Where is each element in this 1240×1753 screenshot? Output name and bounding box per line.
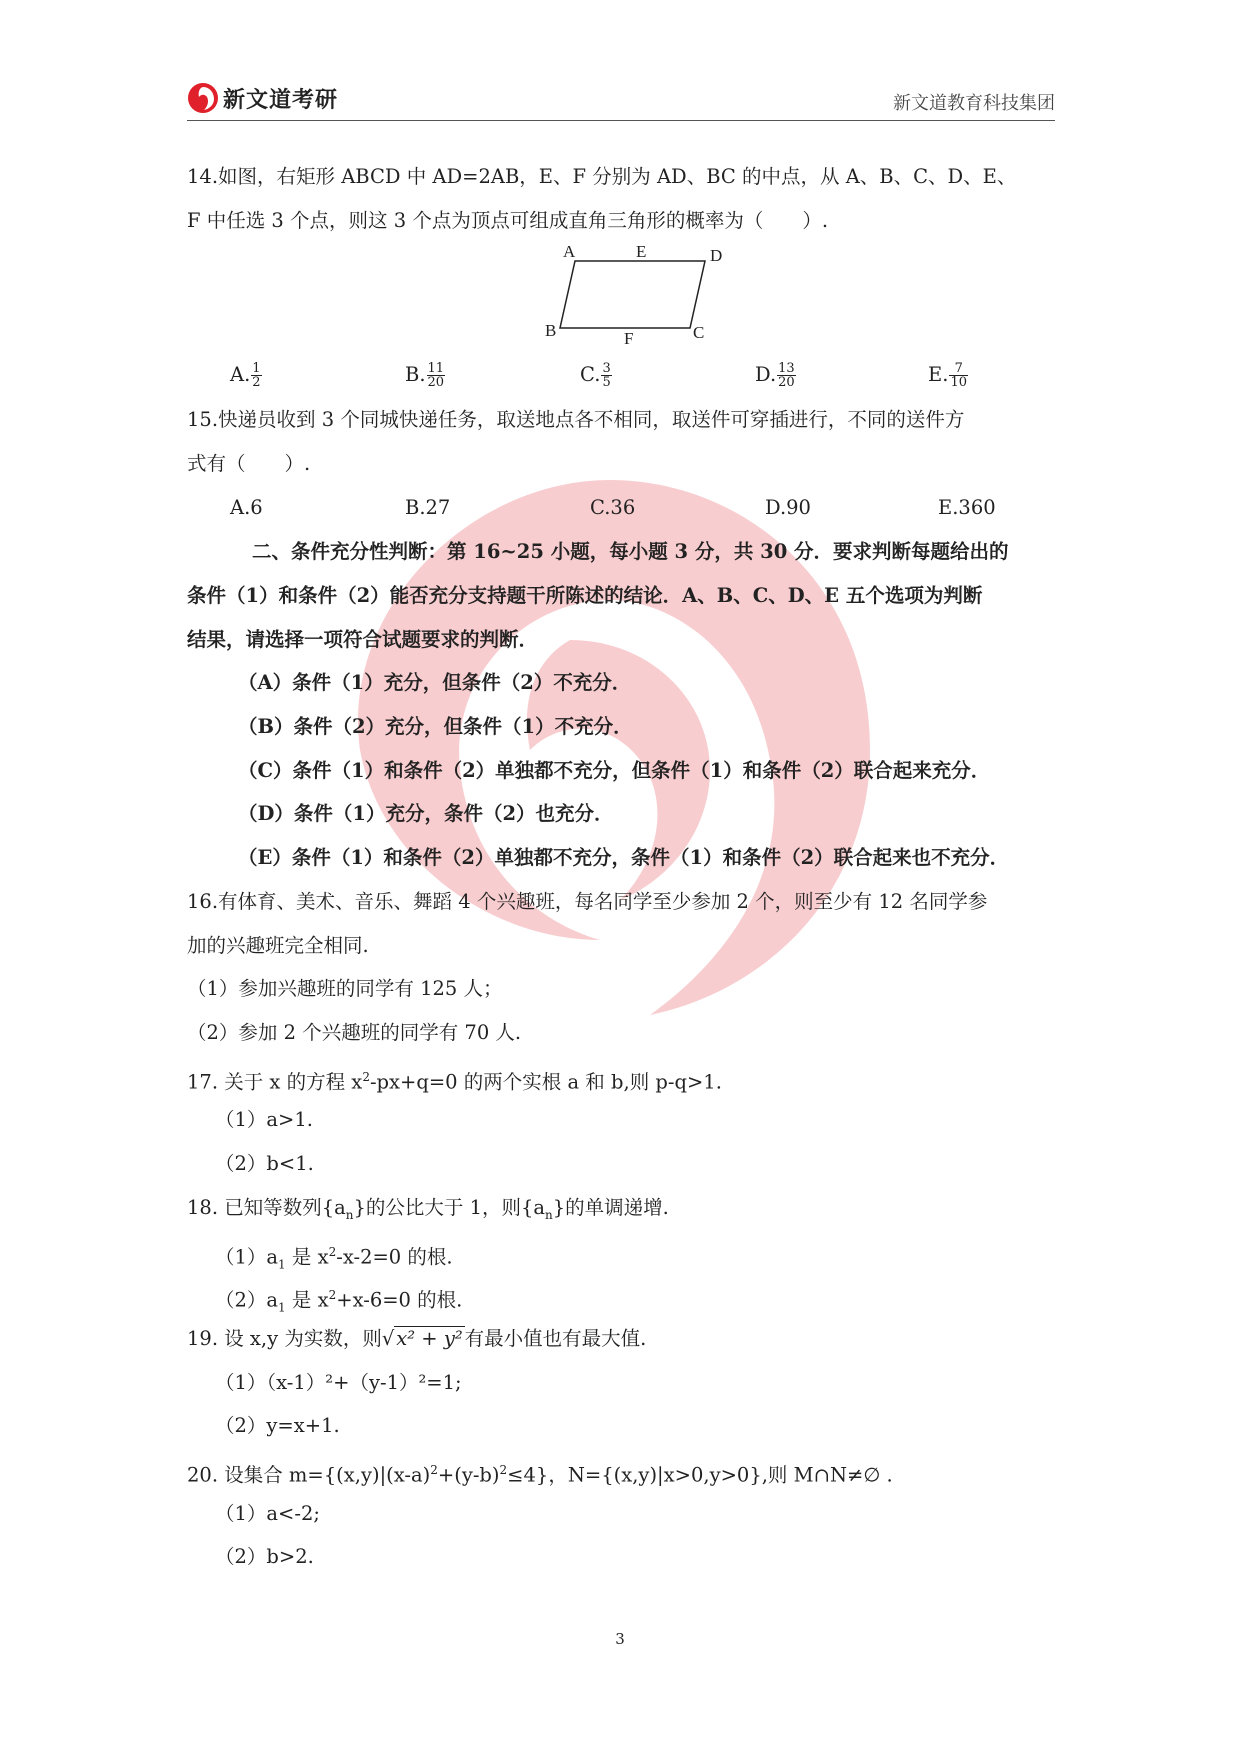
- fig-label-e: E: [636, 242, 647, 261]
- q18-text: 18. 已知等数列$\{a_n\}$的公比大于 1，则$\{a_n\}$的单调递增.: [187, 1196, 669, 1222]
- q19-text: 19. 设 x,y 为实数，则√ x² + y² 有最小值也有最大值.: [187, 1327, 647, 1350]
- q20-condition-2: （2）b>2.: [215, 1545, 314, 1568]
- page-number: 3: [615, 1630, 625, 1648]
- fig-label-a: A: [563, 242, 576, 261]
- q17-condition-2: （2）b<1.: [215, 1152, 314, 1175]
- q14-option-a: A. $\frac{1}{2}$: [230, 361, 261, 390]
- q15-text-line1: 15.快递员收到 3 个同城快递任务，取送地点各不相同，取送件可穿插进行，不同的送件方: [187, 408, 965, 431]
- rule-e: （E）条件（1）和条件（2）单独都不充分，条件（1）和条件（2）联合起来也不充分．: [238, 846, 1010, 869]
- rule-b: （B）条件（2）充分，但条件（1）不充分．: [238, 715, 633, 738]
- fig-label-b: B: [545, 321, 557, 340]
- q14-option-b: B. $\frac{11}{20}$: [405, 361, 445, 390]
- section2-intro-line2: 条件（1）和条件（2）能否充分支持题干所陈述的结论．A、B、C、D、E 五个选项为判断: [187, 584, 983, 607]
- q17-condition-1: （1）a>1.: [215, 1108, 313, 1131]
- q19-condition-1: （1）（x-1）²+（y-1）²=1;: [215, 1371, 462, 1394]
- q18-condition-2: $(2)a_1$ 是 $x^2+x-6=0$ 的根.: [215, 1288, 463, 1315]
- rule-c: （C）条件（1）和条件（2）单独都不充分，但条件（1）和条件（2）联合起来充分．: [238, 759, 991, 782]
- q15-option-a: A.6: [230, 496, 263, 519]
- rule-d: （D）条件（1）充分，条件（2）也充分．: [238, 802, 614, 825]
- q14-option-e: E. $\frac{7}{10}$: [928, 361, 967, 390]
- q16-condition-1: （1）参加兴趣班的同学有 125 人；: [187, 977, 503, 1000]
- q15-option-d: D.90: [765, 496, 811, 519]
- fig-label-d: D: [710, 246, 723, 265]
- q19-condition-2: （2）y=x+1.: [215, 1414, 340, 1437]
- q15-text-line2: 式有（ ）.: [187, 452, 311, 475]
- brand-logo: [187, 82, 338, 114]
- q14-option-c: C. $\frac{3}{5}$: [580, 361, 611, 390]
- q14-text-line1: 14.如图，右矩形 ABCD 中 AD=2AB，E、F 分别为 AD、BC 的中点，从 A、B、C、D、E、: [187, 165, 1017, 188]
- q14-figure: [540, 238, 730, 348]
- q15-option-e: E.360: [938, 496, 996, 519]
- q20-condition-1: （1）a<-2;: [215, 1502, 320, 1525]
- page-header: [187, 80, 1055, 121]
- q14-option-d: D. $\frac{13}{20}$: [755, 361, 795, 390]
- section2-intro-line1: 二、条件充分性判断：第 16~25 小题，每小题 3 分，共 30 分．要求判断每题给出的: [252, 540, 1009, 563]
- q20-text: 20. 设集合 $m=\{(x,y)|(x-a)^2+(y-b)^2\le 4\}$，N={(x,y)|x>0,y>0},则 M∩N≠∅ .: [187, 1463, 893, 1487]
- q17-text: 17. 关于 x 的方程 $x^2-px+q=0$ 的两个实根 a 和 b,则 p-q>1.: [187, 1070, 722, 1094]
- logo-text: 新文道考研: [223, 87, 339, 113]
- q16-text-line1: 16.有体育、美术、音乐、舞蹈 4 个兴趣班，每名同学至少参加 2 个，则至少有 12 名同学参: [187, 890, 988, 913]
- q15-option-c: C.36: [590, 496, 636, 519]
- q16-condition-2: （2）参加 2 个兴趣班的同学有 70 人.: [187, 1021, 522, 1044]
- q15-option-b: B.27: [405, 496, 451, 519]
- q18-condition-1: $(1)a_1$ 是 $x^2-x-2=0$ 的根.: [215, 1245, 453, 1272]
- q16-text-line2: 加的兴趣班完全相同.: [187, 934, 369, 957]
- fig-label-c: C: [693, 323, 705, 342]
- rule-a: （A）条件（1）充分，但条件（2）不充分．: [238, 671, 632, 694]
- phoenix-logo-icon: [187, 82, 219, 114]
- fig-label-f: F: [624, 329, 634, 348]
- section2-intro-line3: 结果，请选择一项符合试题要求的判断．: [187, 628, 539, 651]
- q14-text-line2: F 中任选 3 个点，则这 3 个点为顶点可组成直角三角形的概率为（ ）.: [187, 209, 829, 232]
- organization-name: 新文道教育科技集团: [893, 93, 1055, 114]
